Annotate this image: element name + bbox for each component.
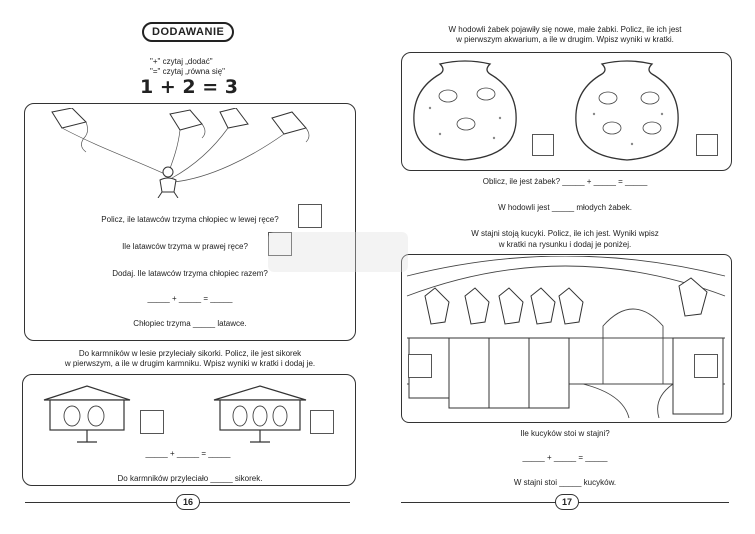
boy-with-kites-illustration <box>40 108 340 198</box>
bird-feeder-2-illustration <box>212 384 308 444</box>
kite-answer-sentence[interactable]: Chłopiec trzyma _____ latawce. <box>133 319 247 328</box>
kite-question-right-hand: Ile latawców trzyma w prawej ręce? <box>122 242 248 251</box>
feeder-instruction-line-2: w pierwszym, a ile w drugim karmniku. Wpisz wyniki w kratki i dodaj je. <box>64 359 316 368</box>
pony-instruction-line-2: w kratki na rysunku i dodaj je poniżej. <box>498 240 632 249</box>
pony-question: Ile kucyków stoi w stajni? <box>520 429 610 438</box>
aquarium-2-illustration <box>572 58 682 163</box>
aquarium-1-illustration <box>410 58 520 163</box>
page-number-right: 17 <box>555 494 579 510</box>
frog-equation[interactable]: Oblicz, ile jest żabek? _____ + _____ = _____ <box>482 177 648 186</box>
pony-instruction-line-1: W stajni stoją kucyki. Policz, ile ich jest. Wyniki wpisz <box>471 229 659 238</box>
frog-instruction-line-1: W hodowli żabek pojawiły się nowe, małe żabki. Policz, ile ich jest <box>448 25 682 34</box>
example-equation: 1 + 2 = 3 <box>140 76 238 98</box>
kite-question-left-hand: Policz, ile latawców trzyma chłopiec w lewej ręce? <box>101 215 279 224</box>
feeder-instruction-line-1: Do karmników w lesie przyleciały sikorki. Policz, ile jest sikorek <box>78 349 302 358</box>
legend-plus: "+" czytaj „dodać" <box>150 57 213 66</box>
answer-box-stable-left[interactable] <box>408 354 432 378</box>
page-title: DODAWANIE <box>142 22 234 42</box>
frog-answer-sentence[interactable]: W hodowli jest _____ młodych żabek. <box>498 203 632 212</box>
pony-equation[interactable]: _____ + _____ = _____ <box>522 453 608 462</box>
legend-equals: "=" czytaj „równa się" <box>150 67 225 76</box>
kite-question-total: Dodaj. Ile latawców trzyma chłopiec razem? <box>112 269 268 278</box>
kite-equation[interactable]: _____ + _____ = _____ <box>147 294 233 303</box>
bird-feeder-1-illustration <box>42 384 132 444</box>
answer-box-left-hand[interactable] <box>298 204 322 228</box>
feeder-answer-sentence[interactable]: Do karmników przyleciało _____ sikorek. <box>117 474 263 483</box>
page-number-left: 16 <box>176 494 200 510</box>
feeder-equation[interactable]: _____ + _____ = _____ <box>145 449 231 458</box>
answer-box-stable-right[interactable] <box>694 354 718 378</box>
stable-with-ponies-illustration <box>403 256 729 420</box>
answer-box-aquarium-1[interactable] <box>532 134 554 156</box>
watermark-overlay <box>268 232 408 272</box>
answer-box-feeder-1[interactable] <box>140 410 164 434</box>
frog-instruction-line-2: w pierwszym akwarium, a ile w drugim. Wpisz wyniki w kratki. <box>456 35 674 44</box>
pony-answer-sentence[interactable]: W stajni stoi _____ kucyków. <box>513 478 617 487</box>
answer-box-aquarium-2[interactable] <box>696 134 718 156</box>
answer-box-feeder-2[interactable] <box>310 410 334 434</box>
